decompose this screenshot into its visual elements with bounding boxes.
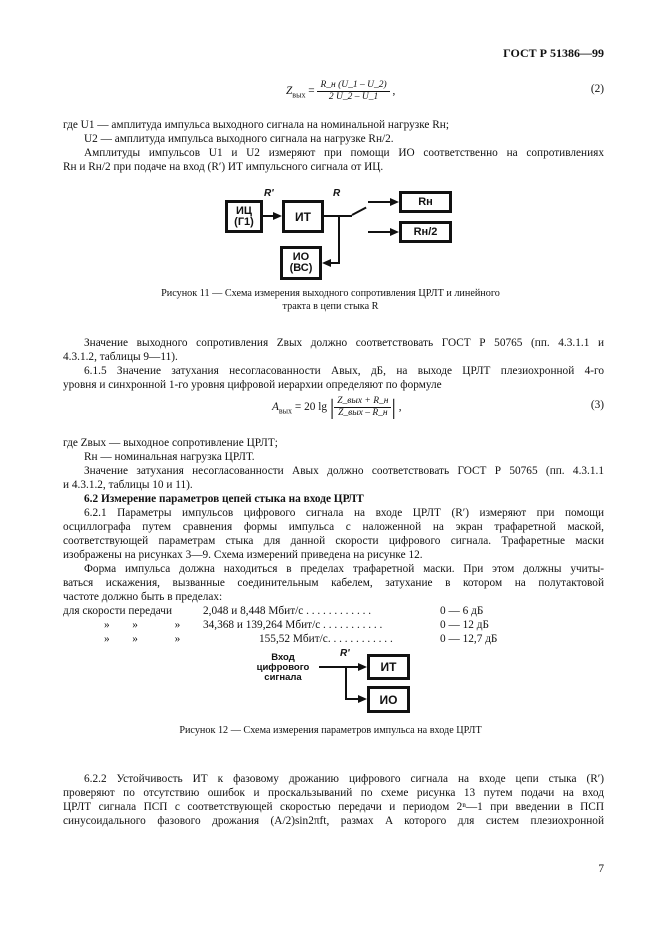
para-amp-line1: Амплитуды импульсов U1 и U2 измеряют при помощи ИО соответственно на сопротивлениях — [84, 147, 604, 159]
speed-row-2-prefix: » » » — [104, 619, 181, 631]
speed-row-1-prefix: для скорости передачи — [63, 605, 172, 617]
p622-line2: проверяют по отсутствию ошибок и проскальзываний по схеме рисунка 13 путем подачи на вход — [63, 787, 604, 799]
wire-to-rn — [368, 201, 390, 203]
eq3-denominator: Z_вых – R_н — [338, 408, 388, 418]
eq3-number: (3) — [590, 399, 604, 411]
input-label-1: Вход — [271, 652, 295, 663]
wire-tap-down — [338, 215, 340, 264]
figure-11-caption-1: Рисунок 11 — Схема измерения выходного сопротивления ЦРЛТ и линейного — [161, 288, 500, 299]
rn2-box: Rн/2 — [399, 221, 452, 243]
p622-line3: ЦРЛТ сигнала ПСП с соответствующей скоростью передачи и периодом 2ⁿ—1 при введении в ПСП — [63, 801, 604, 813]
standard-header: ГОСТ Р 51386—99 — [503, 46, 604, 60]
speed-row-3-rate: 155,52 Мбит/с. . . . . . . . . . . . — [259, 633, 393, 645]
equation-3: $A_{вых} = 20$ lg | $\frac{\text{Z\_вых + R\_н}}{\text{Z\_вых – R\_н}}$ | , — [272, 394, 402, 420]
wire-to-rn2 — [368, 231, 390, 233]
speed-row-2-range: 0 — 12 дБ — [440, 619, 489, 631]
p622-line4: синусоидального фазового дрожания (A/2)sin2πft, размах A которого для систем плезиохронной — [63, 815, 604, 827]
label-r-fig11: R — [333, 188, 341, 199]
eq2-fraction — [317, 80, 389, 103]
eq3-mid: = 20 lg — [294, 401, 327, 414]
wire-to-io-fig12 — [345, 698, 359, 700]
p-form-line3: частоте должно быть в пределах: — [63, 591, 223, 603]
figure-12-diagram — [250, 648, 420, 718]
where3-line1: где Zвых — выходное сопротивление ЦРЛТ; — [63, 437, 278, 449]
arrow-to-it — [273, 212, 282, 220]
label-r-prime-fig12: R' — [340, 648, 350, 659]
speed-row-1-range: 0 — 6 дБ — [440, 605, 484, 617]
section-6-2-title: 6.2 Измерение параметров цепей стыка на входе ЦРЛТ — [84, 493, 364, 505]
para-aout-line1: Значение затухания несогласованности Aвых должно соответствовать ГОСТ Р 50765 (пп. 4.3.1.1 — [84, 465, 604, 477]
where2-line1: где U1 — амплитуда импульса выходного сигнала на номинальной нагрузке Rн; — [63, 119, 449, 131]
p-form-line1: Форма импульса должна находиться в пределах трафаретной маски. При этом должны учиты- — [84, 563, 604, 575]
io-box: ИО (ВС) — [280, 246, 322, 280]
ic-box: ИЦ (Г1) — [225, 200, 263, 233]
arrow-to-io-fig12 — [358, 695, 367, 703]
arrow-to-io — [322, 259, 331, 267]
eq2-lhs-sub: вых — [292, 90, 306, 100]
arrow-to-it-fig12 — [358, 663, 367, 671]
equation-2: $Z_{вых}$ = $\frac{R\_н (U\_1 - U\_2)}{2 U\_2 - U\_1}$ , — [286, 80, 396, 102]
input-label-2: цифрового — [256, 662, 310, 673]
figure-11-diagram — [220, 188, 460, 280]
eq2-number: (2) — [590, 83, 604, 95]
p621-line1: 6.2.1 Параметры импульсов цифрового сигнала на входе ЦРЛТ (R′) измеряют при помощи — [84, 507, 604, 519]
eq3-lhs-sub: вых — [278, 406, 293, 416]
io-box-fig12: ИО — [367, 686, 410, 713]
eq2-denominator: 2 U_2 – U_1 — [328, 92, 379, 102]
p622-line1: 6.2.2 Устойчивость ИТ к фазовому дрожанию цифрового сигнала на входе цепи стыка (R′) — [84, 773, 604, 785]
figure-12-caption: Рисунок 12 — Схема измерения параметров импульса на входе ЦРЛТ — [179, 725, 482, 736]
p615-line2: уровня и синхронной 1-го уровня цифровой иерархии определяют по формуле — [63, 379, 442, 391]
p621-line4: изображены на рисунках 3—9. Схема измерений приведена на рисунке 12. — [63, 549, 423, 561]
input-label-3: сигнала — [264, 672, 302, 683]
wire-to-io — [331, 262, 340, 264]
p-form-line2: ваться искажения, вызванные соединительным кабелем, затухание в котором на полутактовой — [63, 577, 604, 589]
rn-box: Rн — [399, 191, 452, 213]
input-label — [250, 653, 316, 683]
switch-lever — [352, 207, 367, 216]
p615-line1: 6.1.5 Значение затухания несогласованности Aвых, дБ, на выходе ЦРЛТ плезиохронной 4-го — [84, 365, 604, 377]
speed-row-2-rate: 34,368 и 139,264 Мбит/с . . . . . . . . . . . — [203, 619, 383, 631]
label-r-prime-fig11: R' — [264, 188, 274, 199]
figure-11-caption-2: тракта в цепи стыка R — [282, 301, 379, 312]
para-amp-line2: Rн и Rн/2 при подаче на вход (R′) ИТ импульсного сигнала от ИЦ. — [63, 161, 384, 173]
p621-line2: осциллографа путем сравнения формы импульса с наложенной на экран трафаретной маской, — [63, 521, 604, 533]
speed-row-1-rate: 2,048 и 8,448 Мбит/с . . . . . . . . . . . . — [203, 605, 372, 617]
speed-row-3-prefix: » » » — [104, 633, 181, 645]
eq3-fraction — [334, 396, 391, 419]
para-zout-line1: Значение выходного сопротивления Zвых должно соответствовать ГОСТ Р 50765 (пп. 4.3.1.1 и — [84, 337, 604, 349]
wire-input-it — [319, 666, 359, 668]
eq3-lhs: A — [272, 401, 279, 414]
p621-line3: соответствующей параметрам стыка для данной скорости цифрового сигнала. Трафаретные маски — [63, 535, 604, 547]
arrow-to-rn2 — [390, 228, 399, 236]
speed-row-3-range: 0 — 12,7 дБ — [440, 633, 498, 645]
eq3-numerator: Z_вых + R_н — [334, 396, 391, 408]
page-number: 7 — [598, 863, 604, 875]
it-box-fig12: ИТ — [367, 654, 410, 680]
eq2-numerator: R_н (U_1 – U_2) — [317, 80, 389, 92]
para-zout-line2: 4.3.1.2, таблицы 9—11). — [63, 351, 178, 363]
arrow-to-rn — [390, 198, 399, 206]
where3-line2: Rн — номинальная нагрузка ЦРЛТ. — [84, 451, 255, 463]
it-box: ИТ — [282, 200, 324, 233]
eq2-lhs: Z — [286, 85, 293, 98]
where2-line2: U2 — амплитуда импульса выходного сигнала на нагрузке Rн/2. — [84, 133, 394, 145]
para-aout-line2: и 4.3.1.2, таблицы 10 и 11). — [63, 479, 193, 491]
wire-tap-io — [345, 666, 347, 700]
